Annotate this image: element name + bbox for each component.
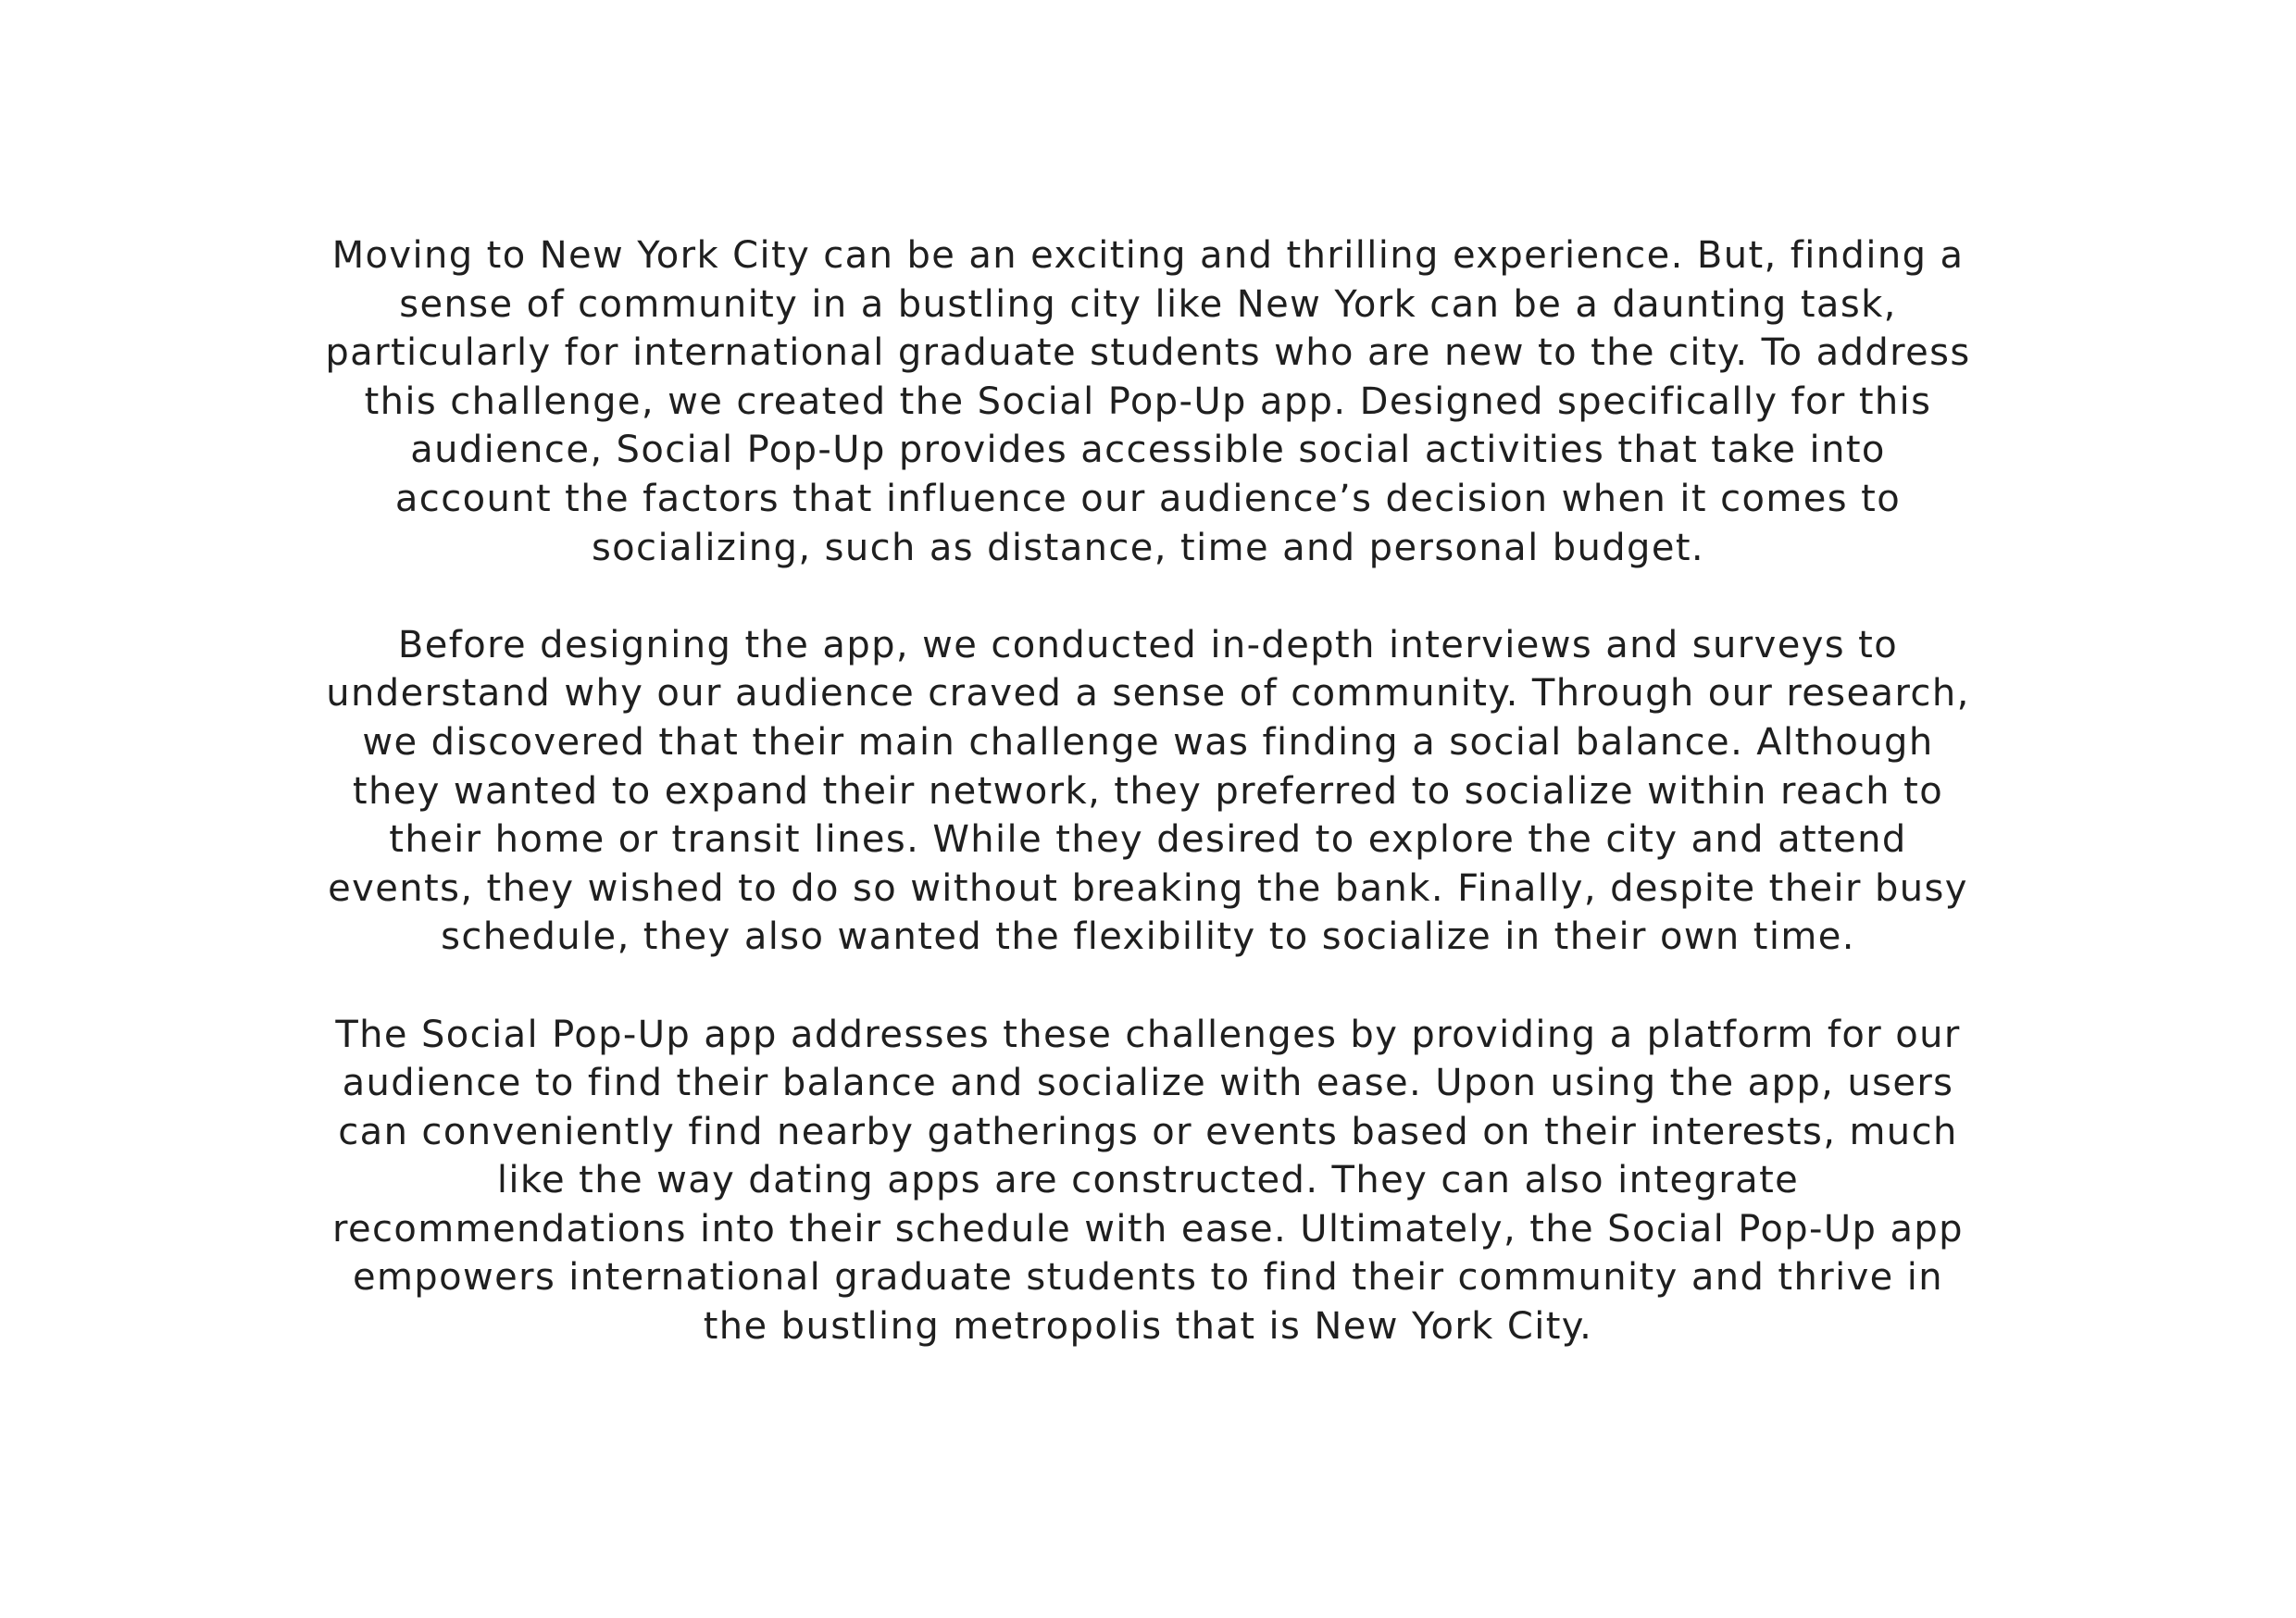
text-line: empowers international graduate students to find their community and thrive in — [352, 1256, 1944, 1300]
text-line: sense of community in a bustling city like New York can be a daunting task, — [399, 282, 1897, 326]
text-line: Before designing the app, we conducted in-depth interviews and surveys to — [397, 623, 1899, 666]
text-line: Moving to New York City can be an exciting and thrilling experience. But, finding a — [331, 234, 1965, 277]
text-line: this challenge, we created the Social Pop-Up app. Designed specifically for this — [364, 380, 1932, 423]
text-line: the bustling metropolis that is New York City. — [703, 1305, 1593, 1349]
text-line: schedule, they also wanted the flexibility to socialize in their own time. — [441, 915, 1855, 959]
text-line: like the way dating apps are constructed. They can also integrate — [496, 1159, 1800, 1202]
text-line: they wanted to expand their network, they preferred to socialize within reach to — [352, 769, 1944, 813]
text-line: their home or transit lines. While they desired to explore the city and attend — [389, 818, 1907, 862]
text-line: audience to find their balance and socialize with ease. Upon using the app, users — [342, 1062, 1954, 1105]
text-line: socializing, such as distance, time and personal budget. — [591, 526, 1705, 569]
text-line: recommendations into their schedule with ease. Ultimately, the Social Pop-Up app — [332, 1207, 1964, 1251]
text-line: events, they wished to do so without breaking the bank. Finally, despite their busy — [328, 866, 1968, 910]
text-line: we discovered that their main challenge was finding a social balance. Although — [362, 720, 1934, 764]
text-line: account the factors that influence our audience’s decision when it comes to — [394, 477, 1902, 520]
text-line: particularly for international graduate students who are new to the city. To address — [325, 331, 1971, 375]
paragraph-solution — [315, 1011, 1981, 1351]
text-line: audience, Social Pop-Up provides accessible social activities that take into — [410, 429, 1886, 472]
text-line: understand why our audience craved a sense of community. Through our research, — [326, 672, 1970, 716]
paragraph-intro — [315, 231, 1981, 572]
text-line: The Social Pop-Up app addresses these challenges by providing a platform for our — [335, 1013, 1961, 1056]
body-text — [315, 231, 1981, 1351]
text-line: can conveniently find nearby gatherings or events based on their interests, much — [338, 1110, 1958, 1153]
paragraph-research — [315, 621, 1981, 962]
